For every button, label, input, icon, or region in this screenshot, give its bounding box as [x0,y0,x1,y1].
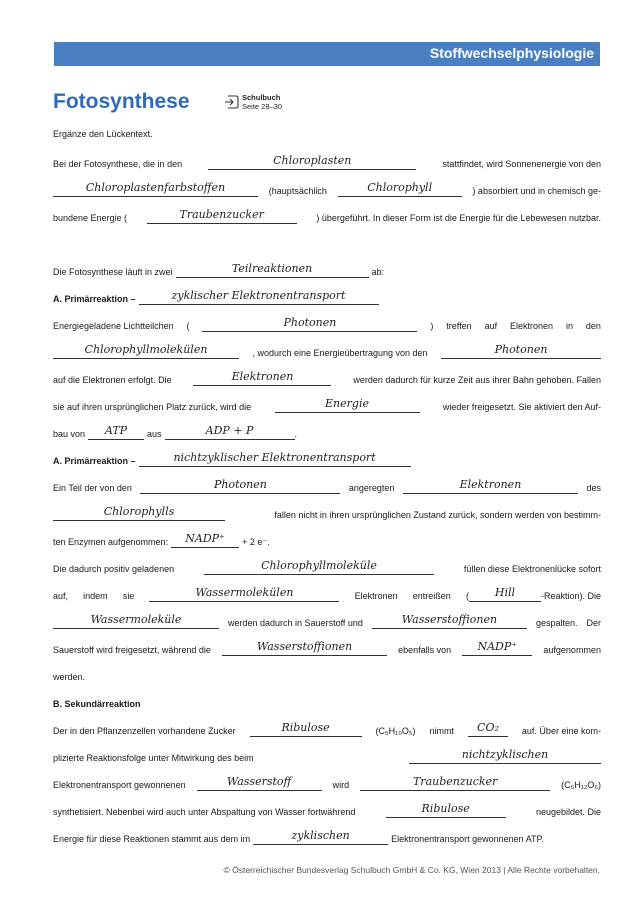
answer-blank[interactable]: Hill [469,590,541,602]
answer-blank[interactable]: Chlorophyll [338,185,462,197]
text-line: sie auf ihren ursprünglichen Platz zurück, wird die Energie wieder freigesetzt. Sie aktiviert den Auf- [53,397,601,412]
answer-blank[interactable]: Photonen [202,320,417,332]
text-line: Die dadurch positiv geladenen Chlorophyllmoleküle füllen diese Elektronenlücke sofort [53,559,601,574]
answer-blank[interactable]: Chloroplastenfarbstoffen [53,185,258,197]
answer-blank[interactable]: Ribulose [386,806,506,818]
ref-pages: Seite 28–30 [242,102,283,111]
text-line: plizierte Reaktionsfolge unter Mitwirkung des beim nichtzyklischen [53,751,601,764]
answer-blank[interactable]: Photonen [140,482,340,494]
section-heading: B. Sekundärreaktion [53,699,141,709]
section-heading: A. Primärreaktion – nichtzyklischer Elektronentransport [53,454,601,467]
text-line: bau von ATP aus ADP + P . [53,424,298,439]
answer-blank[interactable]: Chlorophyllmoleküle [204,563,434,575]
answer-blank[interactable]: CO₂ [468,725,508,737]
answer-blank[interactable]: Wassermoleküle [53,617,219,629]
text-line: Die Fotosynthese läuft in zwei Teilreaktionen ab: [53,262,385,277]
section-heading: A. Primärreaktion – zyklischer Elektronentransport [53,292,601,305]
answer-blank[interactable]: zyklischer Elektronentransport [139,293,379,305]
text-line: Sauerstoff wird freigesetzt, während die Wasserstoffionen ebenfalls von NADP⁺ aufgenommen [53,640,601,655]
answer-blank[interactable]: nichtzyklischen [409,752,601,764]
answer-blank[interactable]: NADP⁺ [171,536,239,548]
text-line: Chloroplastenfarbstoffen (hauptsächlich Chlorophyll ) absorbiert und in chemisch ge- [53,184,601,197]
text-line: auf die Elektronen erfolgt. Die Elektronen werden dadurch für kurze Zeit aus ihrer Bahn gehoben. Fallen [53,370,601,385]
text-line: Chlorophylls fallen nicht in ihren ursprünglichen Zustand zurück, sondern werden von bestimm- [53,508,601,521]
copyright-footer: © Österreichischer Bundesverlag Schulbuch GmbH & Co. KG, Wien 2013 | Alle Rechte vorbehalten. [223,865,600,875]
textbook-reference [224,93,282,111]
answer-blank[interactable]: ATP [88,428,144,440]
answer-blank[interactable]: zyklischen [253,833,388,845]
book-arrow-icon [224,95,239,109]
ref-book: Schulbuch [242,93,281,102]
answer-blank[interactable]: NADP⁺ [462,644,532,656]
answer-blank[interactable]: Chloroplasten [208,158,416,170]
text-line: bundene Energie ( Traubenzucker ) übergeführt. In dieser Form ist die Energie für die Lebewesen nutzbar. [53,208,601,223]
answer-blank[interactable]: Traubenzucker [360,779,550,791]
header-bar [54,42,600,66]
answer-blank[interactable]: Teilreaktionen [176,266,369,278]
text-line: Bei der Fotosynthese, die in den Chloroplasten stattfindet, wird Sonnenenergie von den [53,154,601,169]
text-line: werden. [53,672,86,682]
answer-blank[interactable]: Wasserstoff [197,779,322,791]
text-line: ten Enzymen aufgenommen: NADP⁺ + 2 e⁻. [53,532,270,547]
text-line: Chlorophyllmolekülen , wodurch eine Energieübertragung von den Photonen [53,346,601,359]
answer-blank[interactable]: Energie [275,401,420,413]
answer-blank[interactable]: Elektronen [193,374,331,386]
answer-blank[interactable]: Wassermolekülen [149,590,339,602]
answer-blank[interactable]: Elektronen [403,482,578,494]
text-line: Energie für diese Reaktionen stammt aus dem im zyklischen Elektronentransport gewonnenen ATP. [53,829,544,844]
text-line: Elektronentransport gewonnenen Wasserstoff wird Traubenzucker (C₆H₁₂O₆) [53,775,601,790]
text-line: Der in den Pflanzenzellen vorhandene Zucker Ribulose (C₅H₁₀O₅) nimmt CO₂ auf. Über eine kom- [53,721,601,736]
answer-blank[interactable]: Traubenzucker [147,212,297,224]
answer-blank[interactable]: Photonen [441,347,601,359]
text-line: synthetisiert. Nebenbei wird auch unter Abspaltung von Wasser fortwährend Ribulose neugebildet. Die [53,802,601,817]
text-line: Ein Teil der von den Photonen angeregten Elektronen des [53,478,601,493]
answer-blank[interactable]: Ribulose [250,725,362,737]
answer-blank[interactable]: Wasserstoffionen [222,644,387,656]
answer-blank[interactable]: ADP + P [165,428,295,440]
answer-blank[interactable]: Wasserstoffionen [372,617,527,629]
subject-label: Stoffwechselphysiologie [429,45,594,61]
page-title: Fotosynthese [53,90,190,113]
answer-blank[interactable]: Chlorophyllmolekülen [53,347,239,359]
text-line: Wassermoleküle werden dadurch in Sauerstoff und Wasserstoffionen gespalten. Der [53,616,601,629]
answer-blank[interactable]: Chlorophylls [53,509,225,521]
text-line: Energiegeladene Lichtteilchen ( Photonen ) treffen auf Elektronen in den [53,316,601,331]
answer-blank[interactable]: nichtzyklischer Elektronentransport [139,455,411,467]
text-line: auf, indem sie Wassermolekülen Elektronen entreißen ( Hill -Reaktion). Die [53,586,601,601]
instruction: Ergänze den Lückentext. [53,129,153,139]
